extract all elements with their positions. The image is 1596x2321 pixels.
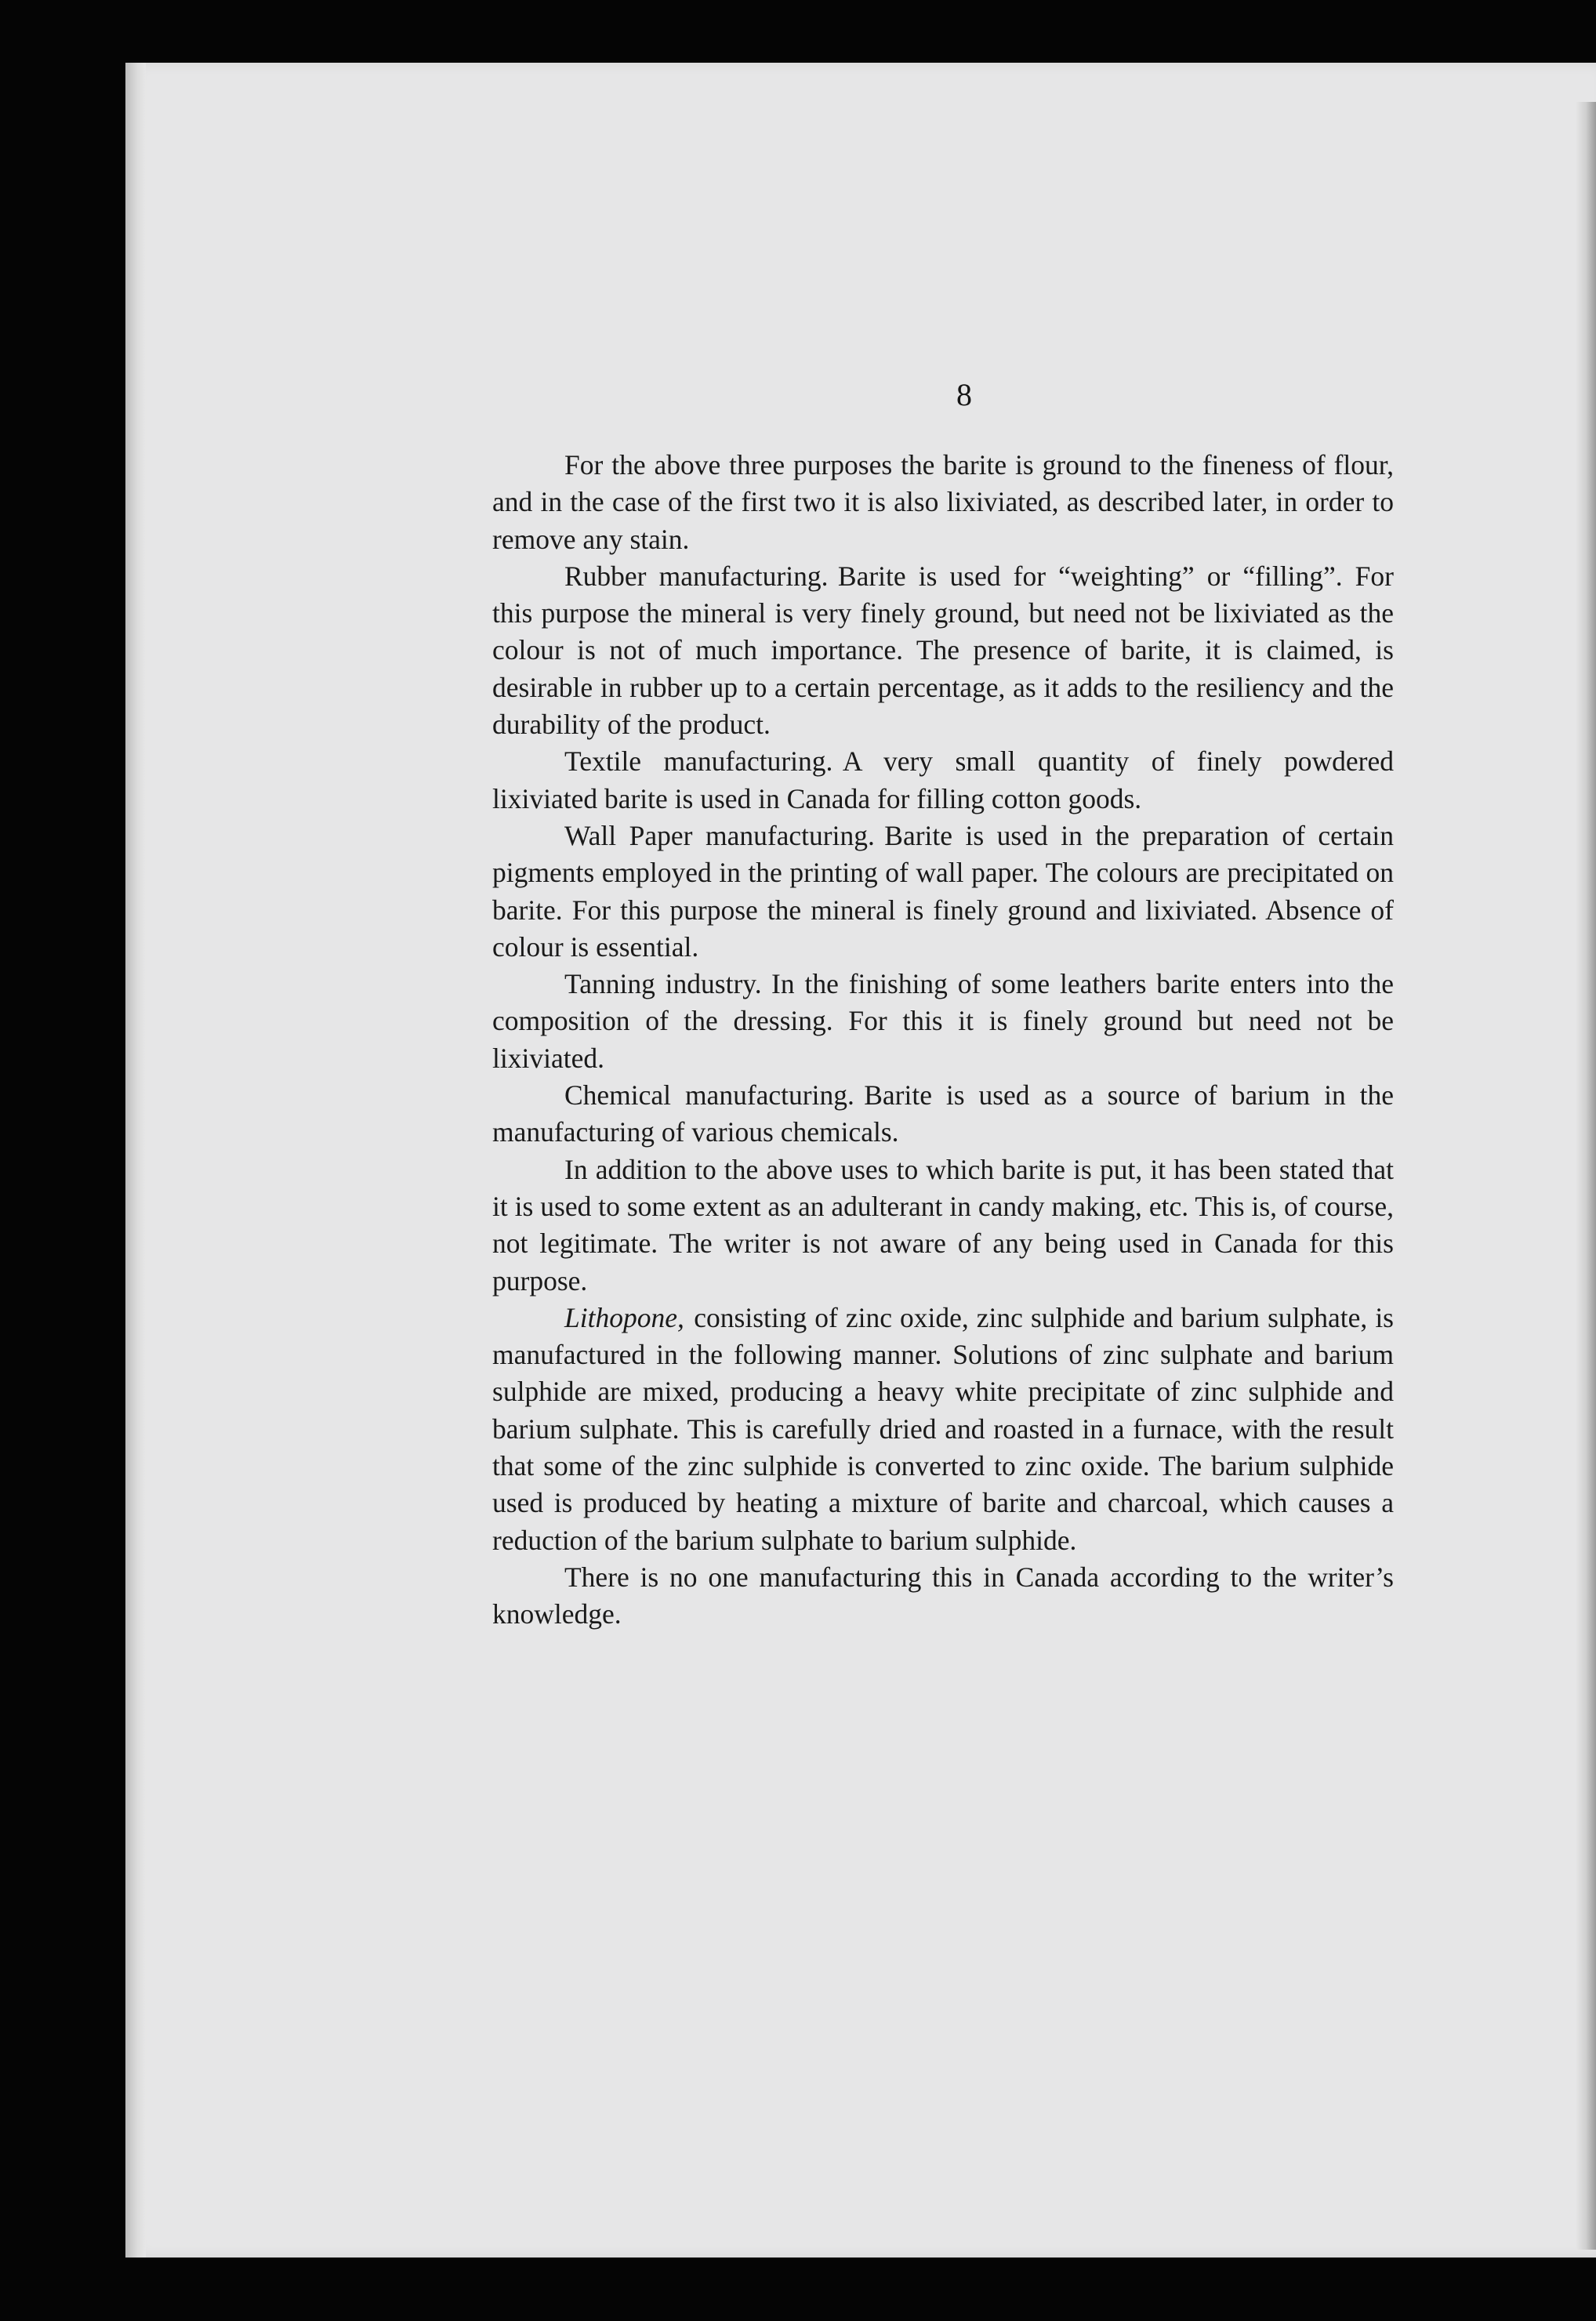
paragraph-lead: Textile manufacturing. bbox=[564, 745, 833, 778]
paragraph-lead: Lithopone, bbox=[564, 1301, 684, 1333]
paragraph-conclusion bbox=[492, 1559, 1394, 1634]
paragraph-adulterant bbox=[492, 1151, 1394, 1300]
paragraph-lithopone bbox=[492, 1300, 1394, 1559]
paragraph-lead: Chemical manufacturing. bbox=[564, 1079, 854, 1112]
paragraph-text: Barite is used in the preparation of certain pigments employed in the printing of wall paper. The colours are precipitated on barite. For this purpose the mineral is finely ground and lixiviated. Absence of colour is essential. bbox=[492, 819, 1394, 963]
paragraph-text: There is no one manufacturing this in Canada according to the writer’s knowledge. bbox=[492, 1561, 1394, 1630]
paragraph-tanning bbox=[492, 966, 1394, 1077]
paragraph-lead: Tanning industry. bbox=[564, 968, 762, 1000]
paragraph-chemical bbox=[492, 1077, 1394, 1151]
paragraph-textile bbox=[492, 743, 1394, 818]
paragraph-lead: Rubber manufacturing. bbox=[564, 560, 829, 592]
body-text bbox=[492, 447, 1394, 1634]
paragraph-text: Barite is used as a source of barium in the manufacturing of various chemicals. bbox=[492, 1079, 1394, 1148]
paragraph-text: In the finishing of some leathers barite enters into the composition of the dressing. For this it is finely ground but need not be lixiviated. bbox=[492, 968, 1394, 1074]
paragraph-text: consisting of zinc oxide, zinc sulphide and barium sulphate, is manufactured in the following manner. Solutions of zinc sulphate and barium sulphide are mixed, producing a heavy white precipitate of zinc sulphide and barium sulphate. This is carefully dried and roasted in a furnace, with the result that some of the zinc sulphide is converted to zinc oxide. The barium sulphide used is produced by heating a mixture of barite and charcoal, which causes a reduction of the barium sulphate to barium sulphide. bbox=[492, 1301, 1394, 1556]
paragraph-lead: Wall Paper manufacturing. bbox=[564, 819, 875, 851]
paragraph-text: In addition to the above uses to which barite is put, it has been stated that it is used to some extent as an adulterant in candy making, etc. This is, of course, not legitimate. The writer is not aware of any being used in Canada for this purpose. bbox=[492, 1153, 1394, 1296]
paragraph-uses-summary bbox=[492, 447, 1394, 558]
paragraph-wall-paper bbox=[492, 818, 1394, 966]
paragraph-text: For the above three purposes the barite is ground to the fineness of flour, and in the case of the first two it is also lixiviated, as described later, in order to remove any stain. bbox=[492, 449, 1394, 555]
page-fore-edge bbox=[1576, 102, 1596, 2250]
paragraph-rubber bbox=[492, 558, 1394, 743]
paragraph-text: A very small quantity of finely powdered lixiviated barite is used in Canada for filling cotton goods. bbox=[492, 745, 1394, 814]
page-number: 8 bbox=[956, 377, 972, 412]
page-binding-edge bbox=[125, 63, 146, 2258]
paragraph-text: Barite is used for “weighting” or “filling”. For this purpose the mineral is very finely ground, but need not be lixiviated as the colour is not of much importance. The presence of barite, it is claimed, is desirable in rubber up to a certain percentage, as it adds to the resiliency and the durability of the product. bbox=[492, 560, 1394, 741]
